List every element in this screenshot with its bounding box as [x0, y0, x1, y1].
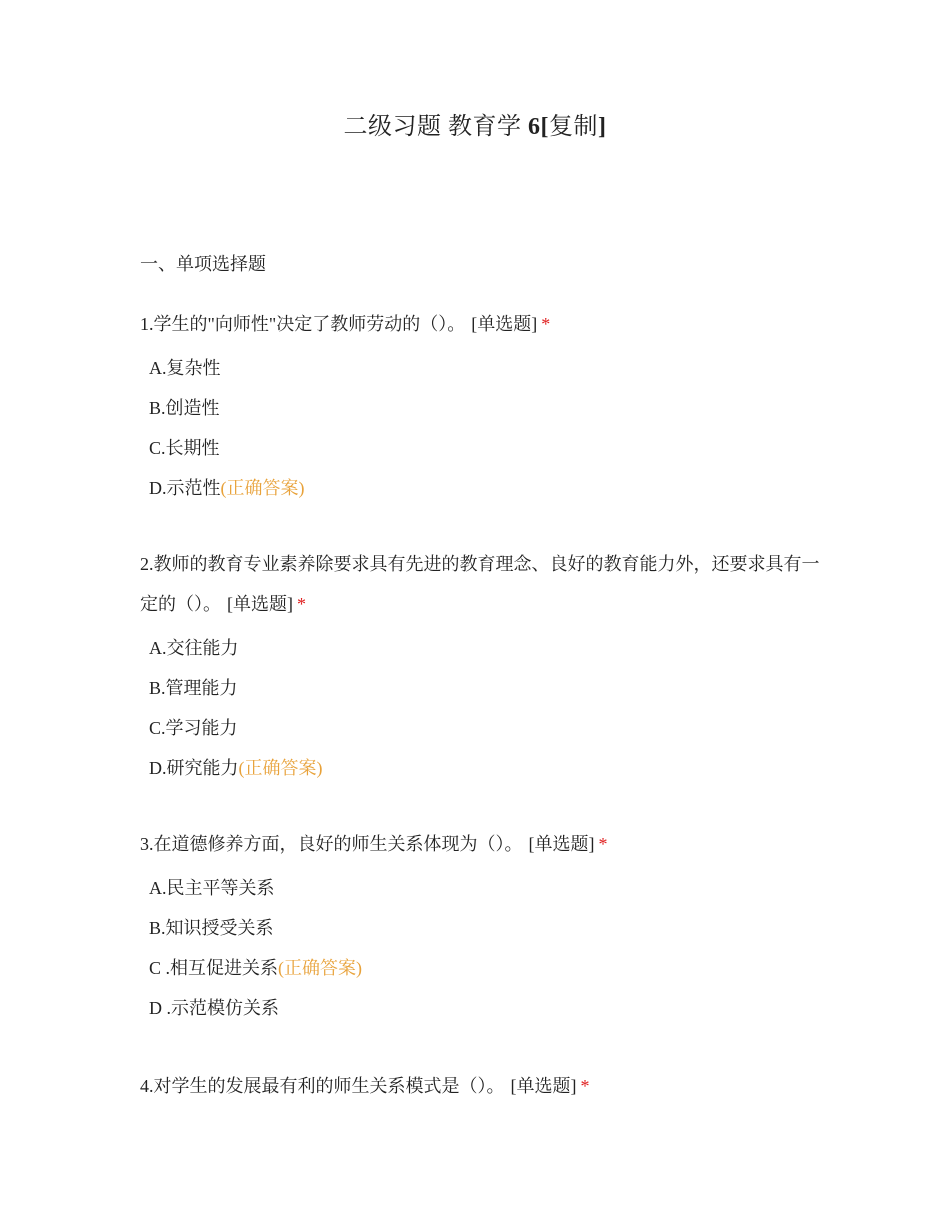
title-main-text: 二级习题 教育学 [343, 114, 528, 140]
option-b [140, 908, 820, 948]
page-title [0, 110, 950, 144]
option-b [140, 668, 820, 708]
question-text: 3.在道德修养方面，良好的师生关系体现为（）。 [140, 834, 523, 854]
section-heading: 一、单项选择题 [140, 254, 266, 274]
option-text: C .相互促进关系 [149, 958, 279, 978]
question-text: 1.学生的"向师性"决定了教师劳动的（）。 [140, 314, 466, 334]
title-end-bracket: ] [598, 114, 607, 140]
question-type-label: [单选题] [227, 594, 293, 614]
option-d [140, 748, 820, 788]
options-list [140, 348, 820, 508]
option-a [140, 348, 820, 388]
correct-answer-mark: (正确答案) [238, 758, 323, 778]
option-text: C.长期性 [149, 438, 220, 458]
title-copy-text: 复制 [549, 114, 598, 140]
option-text: B.管理能力 [149, 678, 238, 698]
option-text: D .示范模仿关系 [149, 998, 279, 1018]
option-a [140, 628, 820, 668]
option-text: D.研究能力 [149, 758, 239, 778]
options-list [140, 868, 820, 1028]
option-a [140, 868, 820, 908]
option-text: A.民主平等关系 [149, 878, 275, 898]
question-stem [140, 1066, 820, 1106]
question-4 [140, 1066, 820, 1106]
question-type-label: [单选题] [510, 1076, 577, 1096]
question-text: 4.对学生的发展最有利的师生关系模式是（）。 [140, 1076, 505, 1096]
option-b [140, 388, 820, 428]
option-c [140, 948, 820, 988]
option-c [140, 428, 820, 468]
title-number-text: 6[ [528, 114, 549, 140]
required-star: * [541, 314, 551, 334]
options-list [140, 628, 820, 788]
question-2 [140, 544, 820, 788]
option-c [140, 708, 820, 748]
option-text: B.知识授受关系 [149, 918, 274, 938]
option-d [140, 468, 820, 508]
correct-answer-mark: (正确答案) [278, 958, 363, 978]
option-text: D.示范性 [149, 478, 221, 498]
required-star: * [598, 834, 608, 854]
question-stem [140, 544, 820, 624]
option-text: B.创造性 [149, 398, 220, 418]
required-star: * [297, 594, 306, 614]
required-star: * [580, 1076, 590, 1096]
question-stem [140, 824, 820, 864]
option-text: C.学习能力 [149, 718, 238, 738]
question-stem [140, 304, 820, 344]
correct-answer-mark: (正确答案) [220, 478, 305, 498]
option-text: A.复杂性 [149, 358, 221, 378]
question-type-label: [单选题] [471, 314, 538, 334]
question-1 [140, 304, 820, 508]
question-type-label: [单选题] [528, 834, 595, 854]
question-text: 2.教师的教育专业素养除要求具有先进的教育理念、良好的教育能力外，还要求具有一定的（）。 [140, 554, 820, 614]
option-text: A.交往能力 [149, 638, 239, 658]
question-3 [140, 824, 820, 1028]
option-d [140, 988, 820, 1028]
